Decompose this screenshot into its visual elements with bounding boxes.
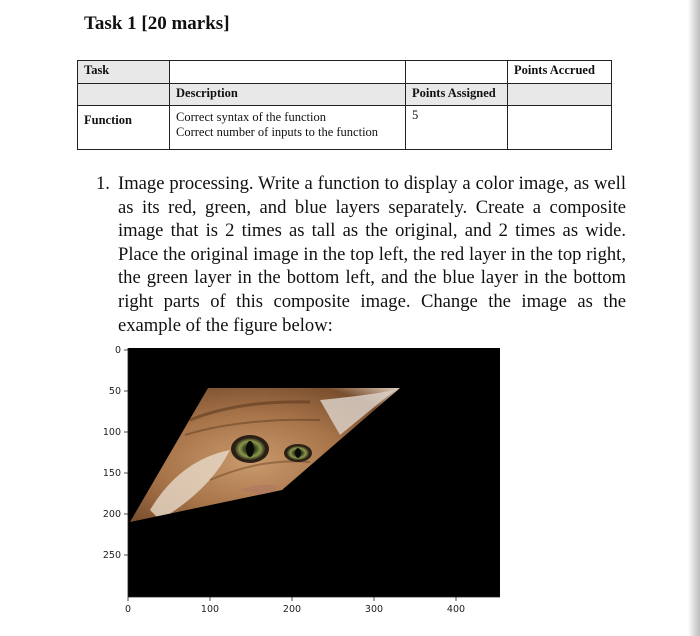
x-tick-label: 100 [200,604,220,615]
function-description-cell [170,106,406,150]
points-assigned-header: Points Assigned [406,84,508,106]
y-tick-label: 250 [102,550,121,561]
table-row [78,84,612,106]
points-accrued-header: Points Accrued [508,61,612,84]
points-accrued-value [508,106,612,150]
table-row [78,106,612,150]
question-block [96,172,626,337]
page-edge-shadow [688,0,700,636]
empty-header-cell [406,61,508,84]
y-tick-label: 0 [114,345,121,356]
x-tick-label: 200 [282,604,302,615]
example-figure [90,340,510,625]
page-title: Task 1 [20 marks] [84,13,230,34]
x-tick-label: 300 [364,604,384,615]
y-tick-label: 50 [108,386,121,397]
y-axis [103,345,128,597]
description-line: Correct number of inputs to the function [176,125,379,139]
task-header: Task [78,61,170,84]
empty-header-cell [170,61,406,84]
y-tick-label: 150 [102,468,121,479]
description-line: Correct syntax of the function [176,110,326,124]
x-tick-label: 0 [124,604,132,615]
question-text: Image processing. Write a function to display a color image, as well as its red, green, and blue layers separately. Create a composite image that is 2 times as tall as the original, and 2 times as wide. Place the original image in the top left, the red layer in the top right, the green layer in the bottom left, and the blue layer in the bottom right parts of this composite image. Change the image as the example of the figure below: [118,173,626,336]
x-axis [125,597,500,615]
function-task-cell: Function [78,106,170,150]
description-header: Description [170,84,406,106]
rubric-table [77,60,612,150]
y-tick-label: 100 [102,427,121,438]
question-number: 1. [96,173,110,194]
y-tick-label: 200 [102,509,121,520]
empty-subheader-cell [78,84,170,106]
empty-subheader-cell [508,84,612,106]
table-row [78,61,612,84]
x-tick-label: 400 [446,604,466,615]
points-assigned-value: 5 [406,106,508,150]
figure-plot [90,340,510,620]
